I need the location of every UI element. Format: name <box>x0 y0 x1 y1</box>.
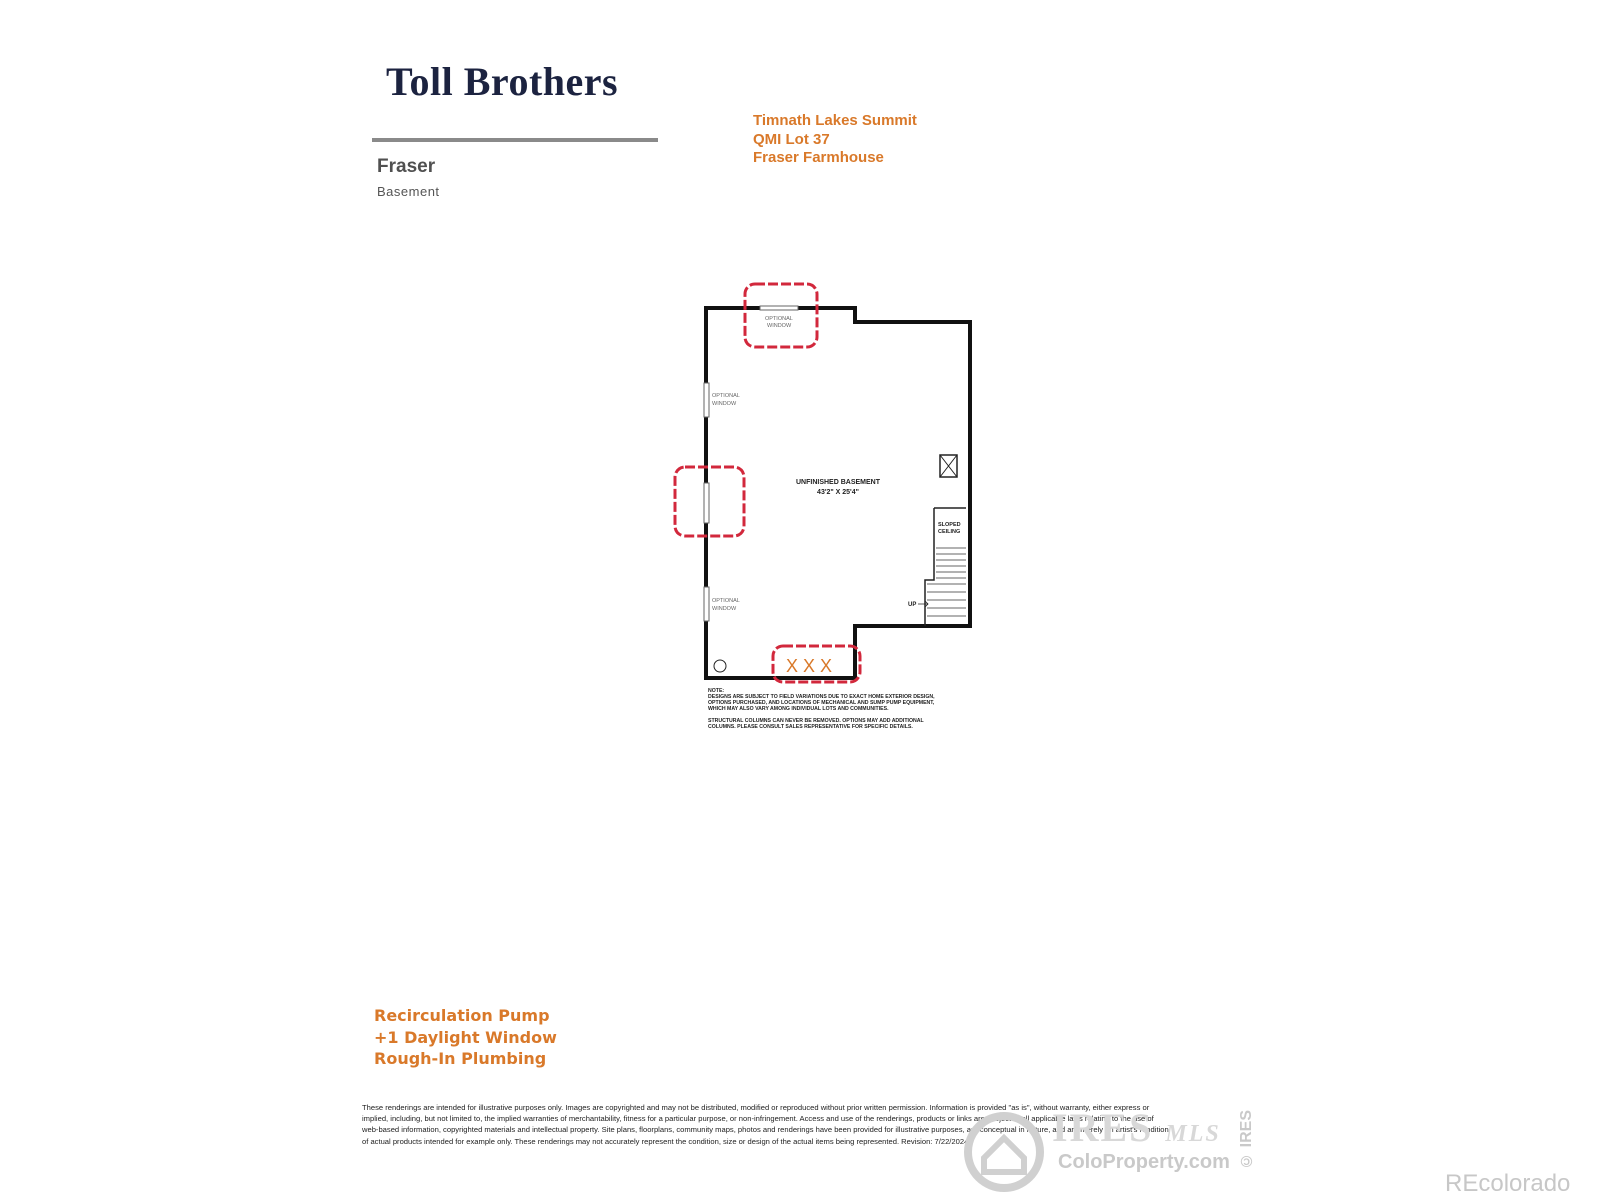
up-arrow <box>918 601 928 607</box>
lot-number: QMI Lot 37 <box>753 130 830 148</box>
plan-notes <box>708 688 935 730</box>
elevation-name: Fraser Farmhouse <box>753 149 884 166</box>
option-rough-in-plumbing: Rough-In Plumbing <box>374 1049 547 1068</box>
watermark-site: ColoProperty.com <box>1058 1151 1230 1173</box>
plan-level: Basement <box>377 184 440 199</box>
ires-logo-icon <box>962 1110 1046 1194</box>
plan-name: Fraser <box>377 156 436 177</box>
community-name: Timnath Lakes Summit <box>753 112 917 129</box>
svg-text:NOTE:: NOTE: <box>708 688 725 694</box>
svg-text:COLUMNS. PLEASE CONSULT SALES: COLUMNS. PLEASE CONSULT SALES REPRESENTATIVE FOR SPECIFIC DETAILS. <box>708 724 913 730</box>
included-options <box>374 1005 557 1070</box>
svg-text:OPTIONS PURCHASED, AND LOCATIO: OPTIONS PURCHASED, AND LOCATIONS OF MECHANICAL AND SUMP PUMP EQUIPMENT, <box>708 700 935 706</box>
optional-window-label-upper-2: WINDOW <box>712 401 737 407</box>
option-recirculation-pump: Recirculation Pump <box>374 1006 550 1025</box>
room-size: 43'2" X 25'4" <box>817 489 859 496</box>
optional-window-label-lower-2: WINDOW <box>712 606 737 612</box>
floor-drain-symbol <box>714 660 726 672</box>
optional-window-left-upper <box>704 383 709 417</box>
watermark-vertical: © IRES <box>1238 1110 1255 1169</box>
option-daylight-window: +1 Daylight Window <box>374 1027 557 1047</box>
watermark-ires: IRES MLS <box>1052 1105 1221 1150</box>
svg-text:DESIGNS ARE SUBJECT TO FIELD V: DESIGNS ARE SUBJECT TO FIELD VARIATIONS DUE TO EXACT HOME EXTERIOR DESIGN, <box>708 694 935 700</box>
daylight-window <box>704 483 709 523</box>
svg-text:WHICH MAY ALSO VARY AMONG INDI: WHICH MAY ALSO VARY AMONG INDIVIDUAL LOTS AND COMMUNITIES. <box>708 706 889 712</box>
sloped-ceiling-label: SLOPED <box>938 522 961 528</box>
svg-text:STRUCTURAL COLUMNS CAN NEVER B: STRUCTURAL COLUMNS CAN NEVER BE REMOVED. OPTIONS MAY ADD ADDITIONAL <box>708 718 924 724</box>
optional-window-label-top-2: WINDOW <box>767 323 792 329</box>
recolorado-watermark: REcolorado <box>1445 1170 1571 1197</box>
room-name: UNFINISHED BASEMENT <box>795 479 881 486</box>
optional-window-label-upper: OPTIONAL <box>712 393 740 399</box>
up-label: UP <box>908 602 917 608</box>
optional-window-top <box>760 306 798 310</box>
plumbing-x-marks: X X X <box>786 656 833 676</box>
sloped-ceiling-label-2: CEILING <box>938 529 961 535</box>
disclaimer: These renderings are intended for illustrative purposes only. Images are copyrighted and may not be distributed, modified or reproduced without prior written permission. Information is provided "as is", without warranty, either express or implied, including, but not limited to, the implied warranties of merchantability, fitness for a particular purpose, or non-infringement. Access and use of the renderings, products or links are subject to all applicable laws relating to the use of web-based information, copyrighted materials and intellectual property. Site plans, floorplans, community maps, photos and renderings have been provided for illustrative purposes, are conceptual in nature, and are merely an artist's rendition of actual products intended for example only. These renderings may not accurately represent the condition, size or design of the actual items being represented. Revision: 7/22/2024 <box>362 1103 1169 1146</box>
optional-window-label-top: OPTIONAL <box>765 316 793 322</box>
optional-window-label-lower: OPTIONAL <box>712 598 740 604</box>
toll-brothers-logo: Toll Brothers <box>386 59 619 104</box>
stair-treads <box>927 548 966 616</box>
optional-window-left-lower <box>704 587 709 621</box>
